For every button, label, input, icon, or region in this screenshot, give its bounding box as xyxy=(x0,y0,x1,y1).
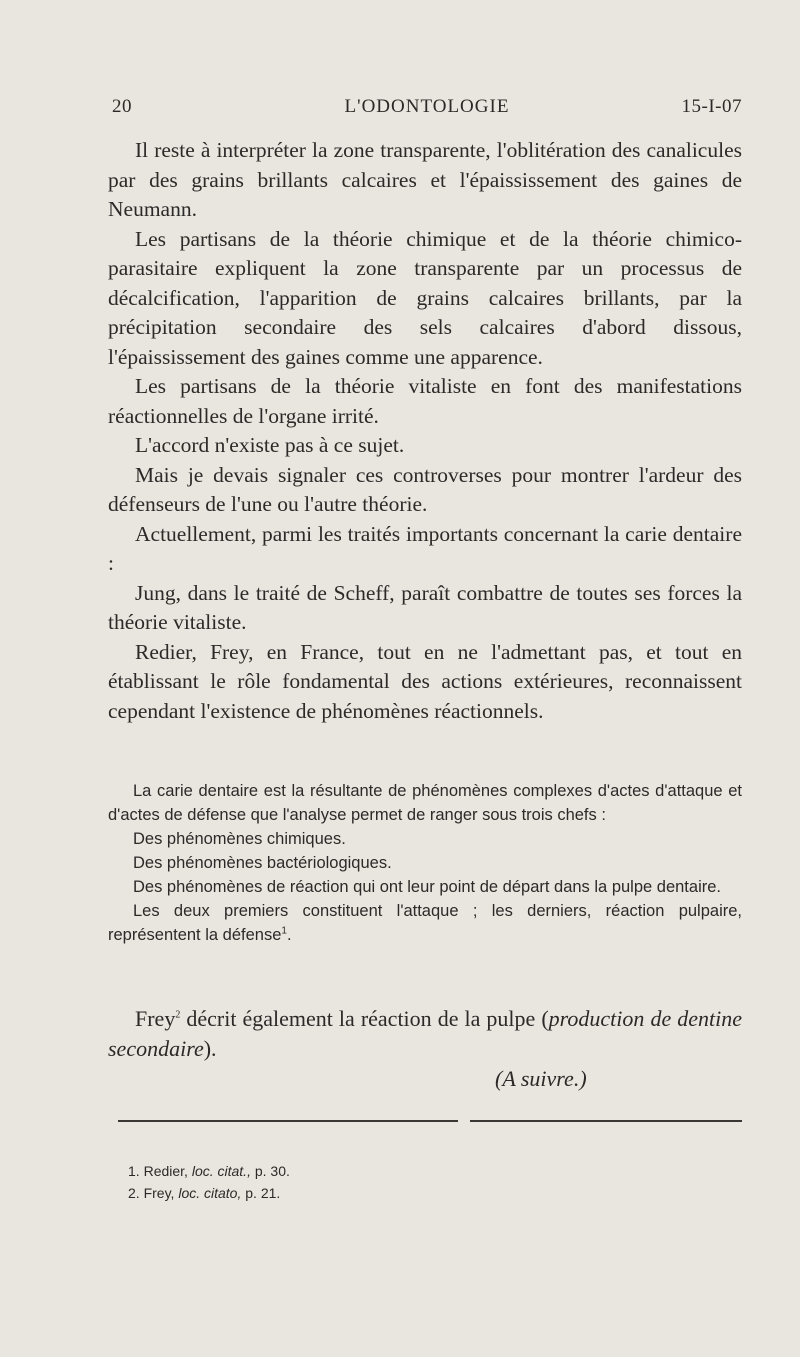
quote-item: Des phénomènes de réaction qui ont leur point de départ dans la pulpe dentaire. xyxy=(133,878,721,896)
footnote: 2. Frey, loc. citato, p. 21. xyxy=(128,1185,281,1201)
footnotes xyxy=(128,1160,290,1204)
paragraph: Redier, Frey, en France, tout en ne l'admettant pas, et tout en établissant le rôle fondamental des actions extérieures, reconnaissent cependant l'existence de phénomènes réactionnels. xyxy=(108,639,742,723)
issue-date: 15-I-07 xyxy=(681,96,742,117)
body-text xyxy=(108,136,742,726)
page-number: 20 xyxy=(112,96,132,117)
quote-conclusion: Les deux premiers constituent l'attaque ; les derniers, réaction pulpaire, représentent la défense$^1$. xyxy=(108,902,742,944)
quote-item: Des phénomènes bactériologiques. xyxy=(133,854,392,872)
closing-paragraph: Frey$^2$ décrit également la réaction de la pulpe (production de dentine secondaire). xyxy=(108,1006,742,1061)
paragraph: L'accord n'existe pas à ce sujet. xyxy=(135,433,405,457)
italic-phrase: production de dentine secondaire xyxy=(108,1006,742,1061)
journal-title: L'ODONTOLOGIE xyxy=(344,96,510,117)
paragraph: Mais je devais signaler ces controverses pour montrer l'ardeur des défenseurs de l'une ou l'autre théorie. xyxy=(108,462,742,516)
quoted-passage xyxy=(108,779,742,947)
paragraph: Les partisans de la théorie chimique et de la théorie chimico-parasitaire expliquent la zone transparente par un processus de décalcification, l'apparition de grains calcaires brillants, par la précipitation secondaire des sels calcaires d'abord dissous, l'épaississement des gaines comme une apparence. xyxy=(108,226,742,369)
paragraph: Les partisans de la théorie vitaliste en font des manifestations réactionnelles de l'organe irrité. xyxy=(108,374,742,428)
paragraph: Jung, dans le traité de Scheff, paraît combattre de toutes ses forces la théorie vitaliste. xyxy=(108,580,742,634)
footnote: 1. Redier, loc. citat., p. 30. xyxy=(128,1163,290,1179)
footnote-ref: 1 xyxy=(281,925,287,937)
quote-item: Des phénomènes chimiques. xyxy=(133,830,346,848)
paragraph: Il reste à interpréter la zone transparente, l'oblitération des canalicules par des grains brillants calcaires et l'épaississement des gaines de Neumann. xyxy=(108,138,742,221)
footnote-divider xyxy=(470,1120,742,1122)
to-be-continued: (A suivre.) xyxy=(495,1066,587,1091)
quote-intro: La carie dentaire est la résultante de phénomènes complexes d'actes d'attaque et d'actes de défense que l'analyse permet de ranger sous trois chefs : xyxy=(108,782,742,824)
running-header xyxy=(112,96,742,126)
footnote-ref: 2 xyxy=(175,1009,181,1021)
paragraph: Actuellement, parmi les traités importants concernant la carie dentaire : xyxy=(108,521,742,575)
footnote-divider xyxy=(118,1120,458,1122)
